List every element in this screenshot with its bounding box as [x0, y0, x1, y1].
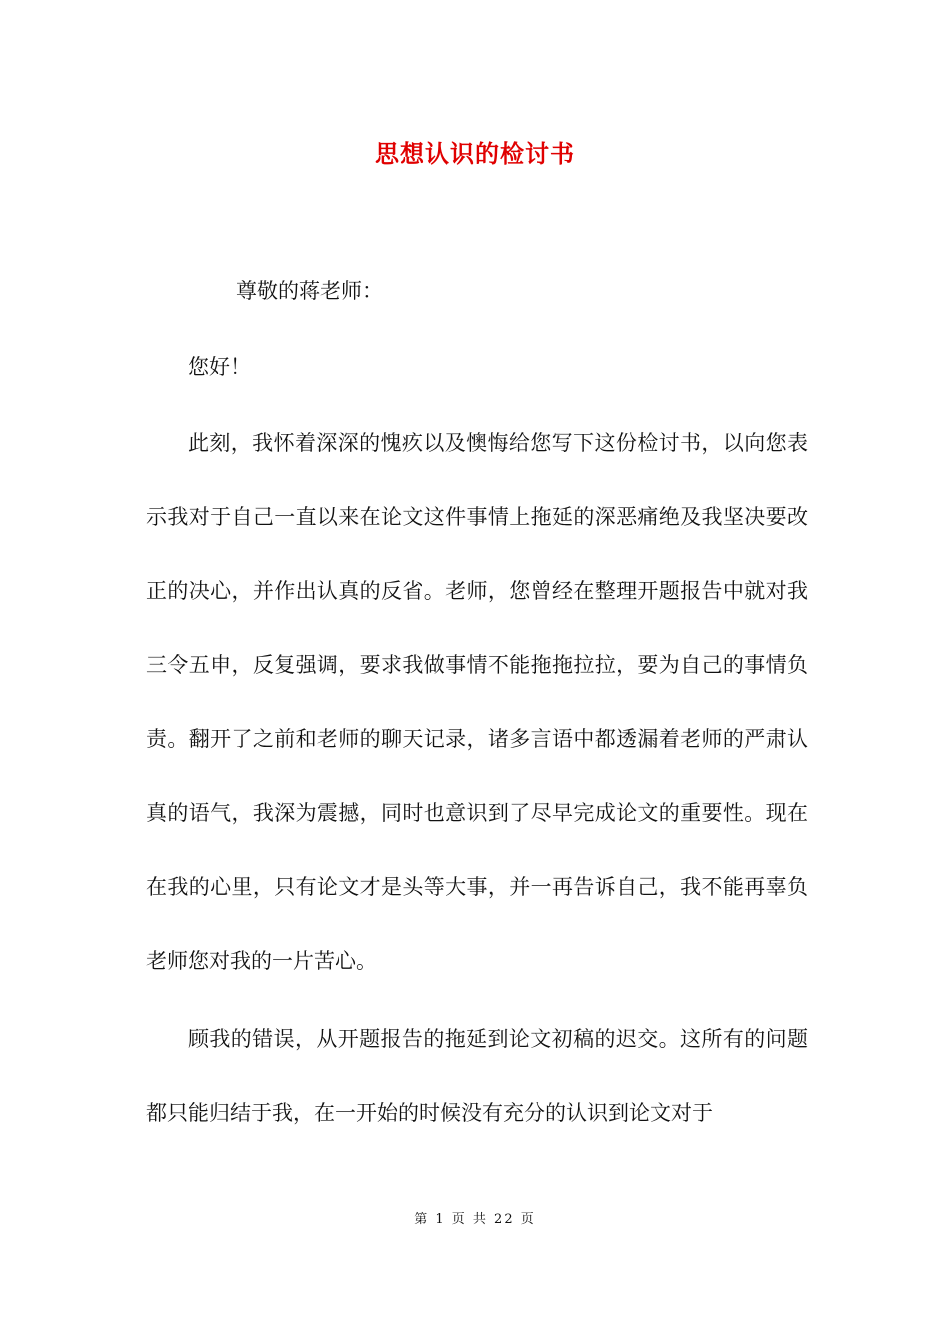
- page-footer: 第 1 页 共 22 页: [414, 1212, 536, 1227]
- greeting: 您好！: [188, 355, 251, 379]
- document-title: 思想认识的检讨书: [375, 139, 575, 168]
- body-paragraph: 此刻，我怀着深深的愧疚以及懊悔给您写下这份检讨书，以向您表示我对于自己一直以来在论文这件事情上拖延的深恶痛绝及我坚决要改正的决心，并作出认真的反省。老师，您曾经在整理开题报告中就对我三令五申，反复强调，要求我做事情不能拖拖拉拉，要为自己的事情负责。翻开了之前和老师的聊天记录，诸多言语中都透漏着老师的严肃认真的语气，我深为震撼，同时也意识到了尽早完成论文的重要性。现在在我的心里，只有论文才是头等大事，并一再告诉自己，我不能再辜负老师您对我的一片苦心。: [146, 431, 808, 973]
- body-paragraph: 顾我的错误，从开题报告的拖延到论文初稿的迟交。这所有的问题都只能归结于我，在一开始的时候没有充分的认识到论文对于: [146, 1027, 808, 1125]
- salutation: 尊敬的蒋老师：: [236, 279, 383, 303]
